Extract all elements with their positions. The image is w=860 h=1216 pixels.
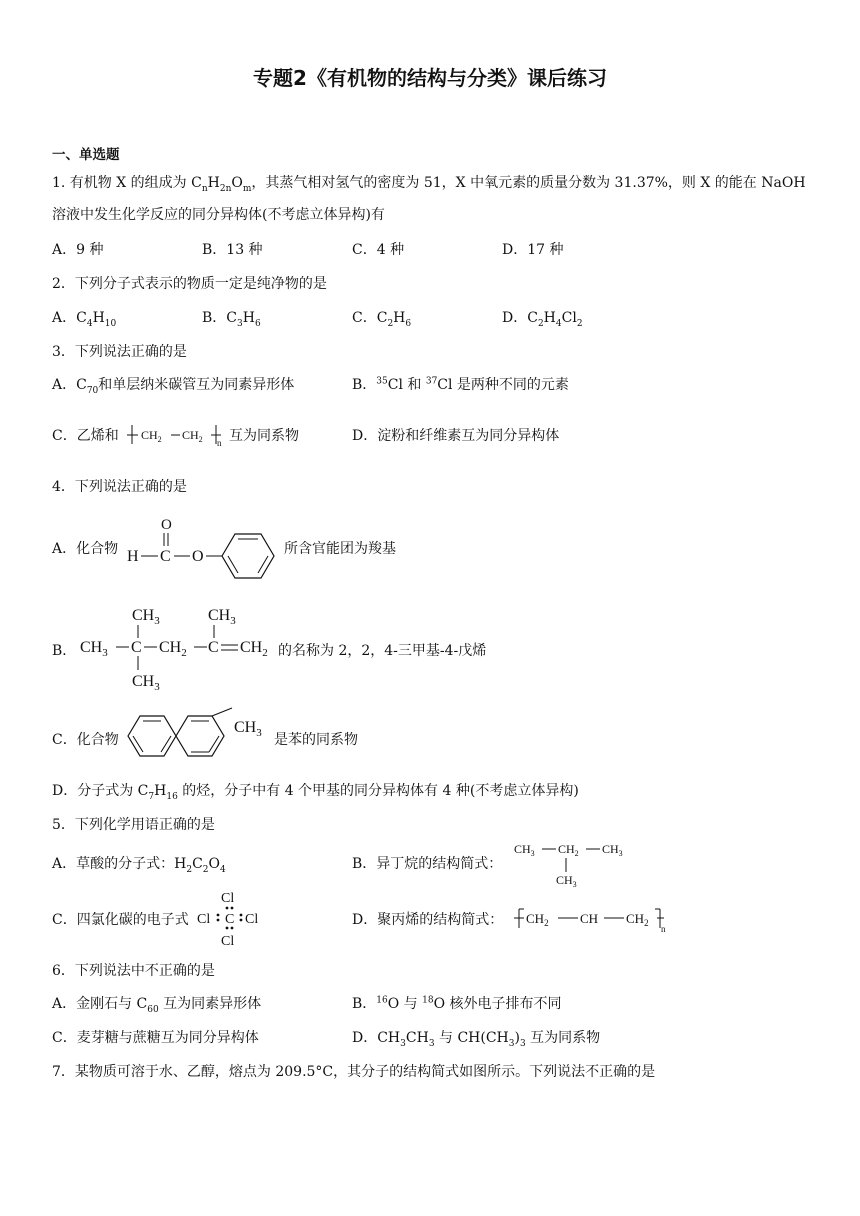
svg-text:O: O <box>161 517 172 533</box>
q2-option-c: C．$C_2H_6$ <box>352 310 412 329</box>
q5-option-a: A．草酸的分子式：$H_2C_2O_4$ <box>52 856 226 875</box>
q1-option-a: A．9 种 <box>52 242 104 258</box>
q1-option-c: C．4 种 <box>352 242 405 258</box>
methylnaphthalene-structure <box>124 710 274 764</box>
q1-stem-line2: 溶液中发生化学反应的同分异构体(不考虑立体异构)有 <box>52 207 385 223</box>
q1-option-b: B．13 种 <box>202 242 263 258</box>
q2-stem: 2．下列分子式表示的物质一定是纯净物的是 <box>52 276 327 292</box>
svg-text:CH2: $CH_2$ <box>240 639 268 659</box>
q4-option-c-label: C．化合物 <box>52 732 119 748</box>
q4-option-a-label: A．化合物 <box>52 541 119 557</box>
q6-option-a: A．金刚石与 $C_{60}$ 互为同素异形体 <box>52 996 262 1015</box>
svg-text:C: C <box>160 548 171 565</box>
polyethylene-structure <box>125 418 233 448</box>
q6-option-c: C．麦芽糖与蔗糖互为同分异构体 <box>52 1030 259 1046</box>
svg-text:CH2: $CH_2$ <box>526 911 549 928</box>
q3-stem: 3．下列说法正确的是 <box>52 344 187 360</box>
q3-option-b: B．$^{35}$Cl 和 $^{37}$Cl 是两种不同的元素 <box>352 376 569 393</box>
q3-option-c-label: C．乙烯和 <box>52 428 119 444</box>
q4-option-d: D．分子式为 $C_7H_{16}$ 的烃，分子中有 4 个甲基的同分异构体有 4 种(不考虑立体异构) <box>52 783 579 802</box>
svg-text:CH3: $CH_3$ <box>602 842 623 858</box>
isobutane-structure <box>512 838 632 888</box>
svg-text:CH2: $CH_2$ <box>182 428 203 444</box>
q3-option-d: D．淀粉和纤维素互为同分异构体 <box>352 428 560 444</box>
svg-text:CH2: $CH_2$ <box>558 842 579 858</box>
svg-text:n: n <box>217 438 222 448</box>
svg-text:CH3: $CH_3$ <box>556 873 577 889</box>
svg-text:O: O <box>192 548 204 565</box>
q4-option-a-text: 所含官能团为羧基 <box>284 541 396 557</box>
q2-option-a: A．$C_4H_{10}$ <box>52 310 117 329</box>
svg-text:Cl: Cl <box>197 912 211 927</box>
svg-text:CH2: $CH_2$ <box>141 428 162 444</box>
q3-option-c-text: 互为同系物 <box>229 428 299 444</box>
q1-stem: 1. 有机物 X 的组成为 $C_nH_{2n}O_m$，其蒸气相对氢气的密度为 51，X 中氧元素的质量分数为 31.37%，则 X 的能在 NaOH <box>52 175 806 194</box>
ccl4-electron-structure <box>197 886 269 952</box>
section-heading: 一、单选题 <box>52 147 120 163</box>
q4-option-c-text: 是苯的同系物 <box>274 732 358 748</box>
svg-text:C: C <box>131 639 142 656</box>
phenyl-formate-structure <box>124 510 284 584</box>
svg-text:CH3: $CH_3$ <box>234 719 262 739</box>
q5-option-c-label: C．四氯化碳的电子式 <box>52 912 189 928</box>
svg-text:CH2: $CH_2$ <box>159 639 187 659</box>
svg-text:Cl: Cl <box>221 934 235 949</box>
q5-option-d-label: D．聚丙烯的结构简式： <box>352 912 504 928</box>
polypropylene-structure <box>512 904 672 934</box>
q6-stem: 6．下列说法中不正确的是 <box>52 963 215 979</box>
q6-option-d: D．$CH_3CH_3$ 与 $CH(CH_3)_3$ 互为同系物 <box>352 1030 601 1049</box>
svg-text:C: C <box>225 912 235 927</box>
q4-option-b-text: 的名称为 2，2，4-三甲基-4-戊烯 <box>278 643 487 659</box>
q2-option-b: B．$C_3H_6$ <box>202 310 261 329</box>
svg-text:CH3: $CH_3$ <box>132 607 160 627</box>
svg-text:CH: CH <box>580 911 599 926</box>
q5-stem: 5．下列化学用语正确的是 <box>52 817 215 833</box>
svg-text:CH2: $CH_2$ <box>626 911 649 928</box>
svg-text:Cl: Cl <box>221 891 235 906</box>
svg-text:H: H <box>127 548 139 565</box>
q1-option-d: D．17 种 <box>502 242 564 258</box>
svg-text:CH3: $CH_3$ <box>132 673 160 693</box>
svg-text:CH3: $CH_3$ <box>80 639 108 659</box>
svg-text:n: n <box>661 924 666 934</box>
svg-text:CH3: $CH_3$ <box>514 842 535 858</box>
q7-stem: 7．某物质可溶于水、乙醇，熔点为 209.5°C，其分子的结构简式如图所示。下列说法不正确的是 <box>52 1064 656 1080</box>
svg-text:C: C <box>208 639 219 656</box>
q4-stem: 4．下列说法正确的是 <box>52 479 187 495</box>
svg-text:Cl: Cl <box>245 912 259 927</box>
q2-option-d: D．$C_2H_4Cl_2$ <box>502 310 583 329</box>
q4-option-b-label: B． <box>52 643 77 659</box>
q5-option-b-label: B．异丁烷的结构简式： <box>352 856 503 872</box>
svg-text:CH3: $CH_3$ <box>208 607 236 627</box>
q3-option-a: A．$C_{70}$和单层纳米碳管互为同素异形体 <box>52 377 295 396</box>
trimethylpentene-structure <box>80 600 280 694</box>
q6-option-b: B．$^{16}$O 与 $^{18}$O 核外电子排布不同 <box>352 995 562 1012</box>
document-title: 专题2《有机物的结构与分类》课后练习 <box>253 66 607 90</box>
